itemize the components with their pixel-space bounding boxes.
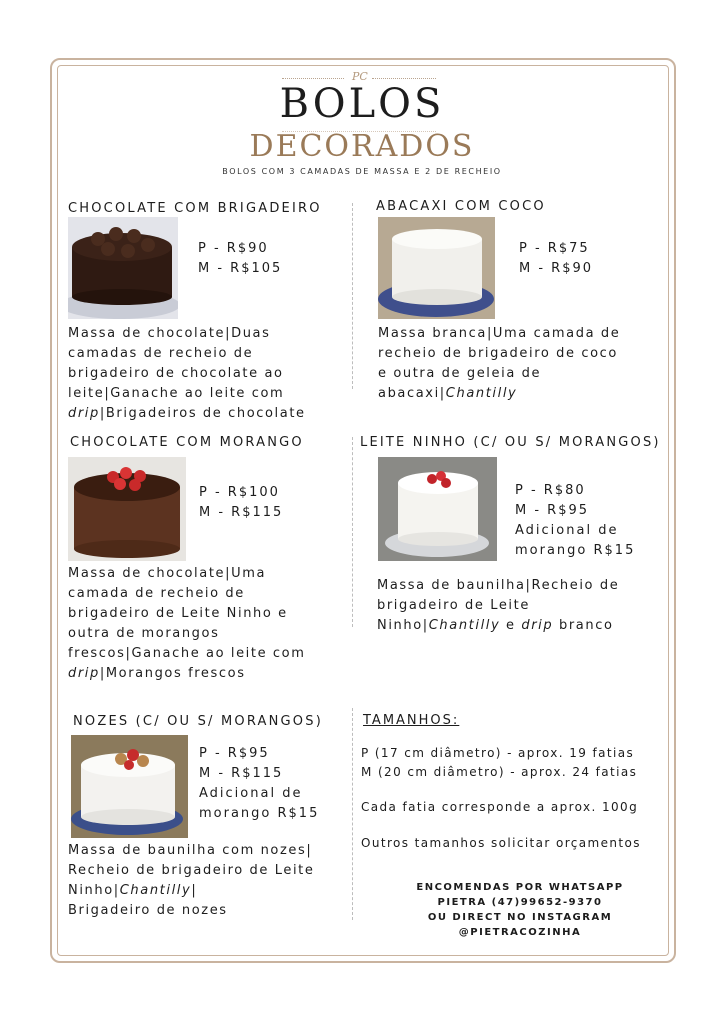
description-line: leite|Ganache ao leite com [68,386,285,401]
price-list [199,483,283,523]
price-extra: Adicional de [199,786,303,801]
price-p: P - R$90 [198,241,269,256]
price-p: P - R$100 [199,485,280,500]
size-line: P (17 cm diâmetro) - aprox. 19 fatias [361,746,635,760]
contact-phone: PIETRA (47)99652-9370 [437,897,603,908]
size-line: M (20 cm diâmetro) - aprox. 24 fatias [361,765,638,779]
description-line: recheio de brigadeiro de coco [378,346,618,361]
contact-line: OU DIRECT NO INSTAGRAM [427,912,613,923]
cake-description [377,576,672,636]
price-list [199,744,319,824]
cake-description [68,564,353,684]
cake-photo-chocolate-brigadeiro [68,217,178,319]
price-list [515,481,635,561]
page-subtitle: BOLOS COM 3 CAMADAS DE MASSA E 2 DE RECHEIO [222,167,502,176]
cake-description [68,324,353,424]
price-extra: morango R$15 [515,543,636,558]
cake-name: ABACAXI COM COCO [376,199,546,214]
contact-line: ENCOMENDAS POR WHATSAPP [416,882,624,893]
page-subtitle-title: DECORADOS [249,129,475,164]
description-line: brigadeiro de Leite [377,598,530,613]
price-list [519,239,593,279]
description-line: Ninho|Chantilly e drip branco [377,618,614,633]
description-line: frescos|Ganache ao leite com [68,646,306,661]
cake-description [378,324,668,404]
header-divider-right [372,78,436,79]
price-p: P - R$75 [519,241,590,256]
price-m: M - R$115 [199,766,284,781]
price-p: P - R$80 [515,483,586,498]
price-m: M - R$105 [198,261,283,276]
description-line: Massa de baunilha|Recheio de [377,578,620,593]
description-line: Recheio de brigadeiro de Leite [68,863,315,878]
cake-name: CHOCOLATE COM BRIGADEIRO [68,201,322,216]
description-line: brigadeiro de Leite Ninho e [68,606,288,621]
description-line: Massa branca|Uma camada de [378,326,621,341]
cake-photo-abacaxi-coco [378,217,495,319]
other-sizes-note: Outros tamanhos solicitar orçamentos [361,836,641,850]
description-line: abacaxi|Chantilly [378,386,518,401]
page-title: BOLOS [279,81,445,127]
cake-name: CHOCOLATE COM MORANGO [70,435,304,450]
cake-photo-nozes [71,735,188,838]
description-line: Massa de chocolate|Uma [68,566,267,581]
sizes-title: TAMANHOS: [363,713,460,728]
header-divider-left [282,78,344,79]
price-p: P - R$95 [199,746,270,761]
description-line: drip|Brigadeiros de chocolate [68,406,306,421]
cake-name: LEITE NINHO (C/ OU S/ MORANGOS) [360,435,661,450]
monogram-logo: PC [352,70,368,83]
contact-info [380,880,660,940]
description-line: Massa de baunilha com nozes| [68,843,313,858]
slice-note: Cada fatia corresponde a aprox. 100g [361,800,639,814]
cake-photo-leite-ninho [378,457,497,561]
description-line: outra de morangos [68,626,220,641]
price-extra: Adicional de [515,523,619,538]
description-line: Massa de chocolate|Duas [68,326,271,341]
price-m: M - R$95 [515,503,590,518]
description-line: camada de recheio de [68,586,245,601]
description-line: brigadeiro de chocolate ao [68,366,284,381]
description-line: drip|Morangos frescos [68,666,246,681]
price-m: M - R$90 [519,261,594,276]
description-line: e outra de geleia de [378,366,542,381]
price-list [198,239,282,279]
price-m: M - R$115 [199,505,284,520]
description-line: Ninho|Chantilly| [68,883,198,898]
description-line: camadas de recheio de [68,346,254,361]
cake-name: NOZES (C/ OU S/ MORANGOS) [73,714,323,729]
contact-instagram: @PIETRACOZINHA [458,927,582,938]
cake-photo-chocolate-morango [68,457,186,561]
price-extra: morango R$15 [199,806,320,821]
cake-description [68,841,353,921]
description-line: Brigadeiro de nozes [68,903,228,918]
